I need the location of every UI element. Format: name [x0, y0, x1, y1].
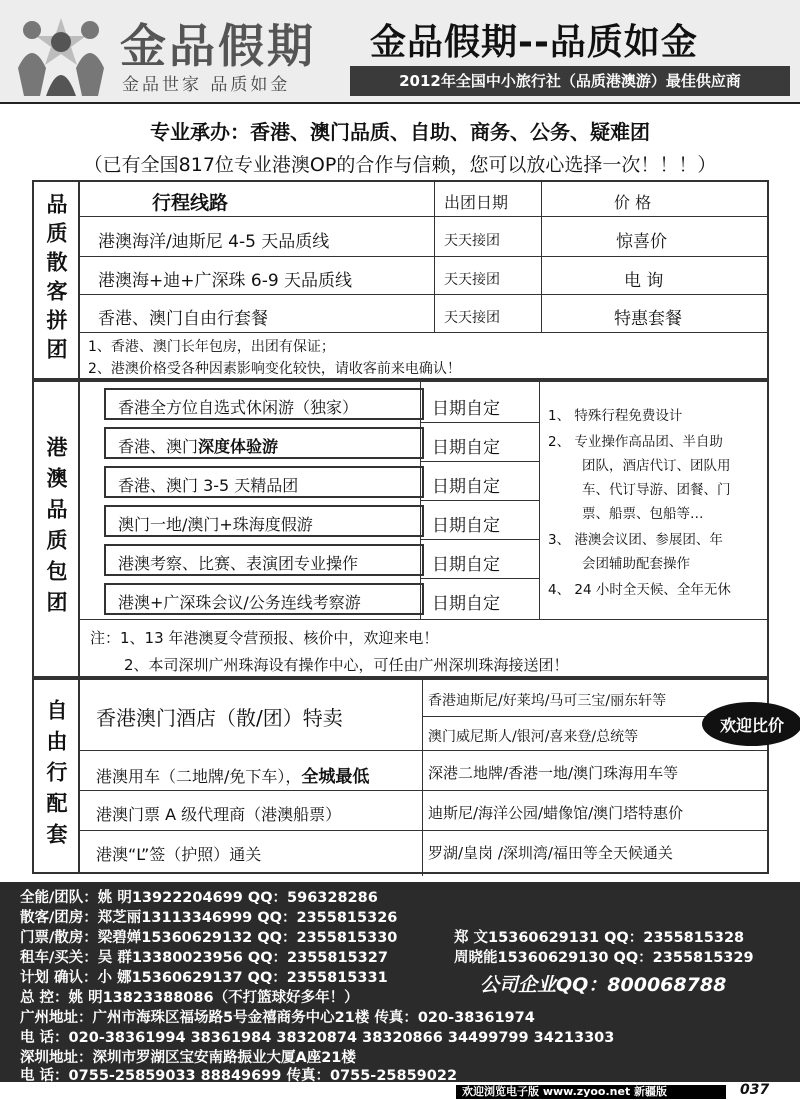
section-free-travel [32, 678, 784, 874]
contact-line: 门票/散房：梁碧婵15360629132 QQ：2355815330 [20, 930, 398, 946]
contact-footer [0, 882, 800, 1082]
side-label-text: 品质散客拼团 [44, 193, 68, 367]
service-left: 港澳“L”签（护照）通关 [96, 845, 262, 864]
hotel-line: 澳门威尼斯人/银河/喜来登/总统等 [428, 729, 639, 745]
route-price: 特惠套餐 [614, 309, 682, 329]
feature-line: 3、 港澳会议团、参展团、年 [548, 532, 723, 548]
header-date: 出团日期 [444, 193, 509, 212]
section-scattered-group [32, 180, 769, 380]
page-number: 037 [740, 1082, 770, 1098]
header [0, 0, 800, 104]
contact-line: 租车/买关：吴 群13380023956 QQ：2355815327 [20, 950, 388, 966]
website-banner: 欢迎浏览电子版 www.zyoo.net 新疆版 [456, 1085, 726, 1099]
contact-line: 散客/团房：郑芝丽13113346999 QQ：2355815326 [20, 910, 398, 926]
route-name: 香港、澳门深度体验游 [118, 437, 279, 456]
address-line: 电 话：0755-25859033 88849699 传真：0755-25859022 [20, 1068, 458, 1084]
feature-line: 1、 特殊行程免费设计 [548, 408, 683, 424]
brand-slogan: 金品世家 品质如金 [122, 75, 291, 95]
feature-line: 4、 24 小时全天候、全年无休 [548, 582, 731, 598]
note-line: 2、本司深圳广州珠海设有操作中心，可任由广州深圳珠海接送团！ [124, 656, 569, 674]
contact-line: 全能/团队：姚 明13922204699 QQ：596328286 [20, 890, 378, 906]
route-name: 香港、澳门 3-5 天精品团 [118, 476, 299, 495]
page-subtitle: 2012年全国中小旅行社（品质港澳游）最佳供应商 [350, 66, 790, 96]
route-name: 港澳海+迪+广深珠 6-9 天品质线 [98, 271, 353, 291]
header-route: 行程线路 [152, 192, 229, 214]
trust-statement: （已有全国817位专业港澳OP的合作与信赖，您可以放心选择一次！！！） [83, 154, 717, 176]
route-name: 香港、澳门自由行套餐 [98, 309, 268, 329]
address-line: 深圳地址：深圳市罗湖区宝安南路振业大厦A座21楼 [20, 1050, 356, 1066]
brand-name: 金品假期 [120, 19, 316, 73]
section-side-label [34, 382, 80, 676]
route-name: 港澳考察、比赛、表演团专业操作 [118, 554, 359, 573]
compare-price-badge: 欢迎比价 [702, 702, 800, 746]
service-left: 港澳用车（二地牌/免下车），全城最低 [96, 767, 370, 787]
note-line: 1、香港、澳门长年包房，出团有保证； [88, 339, 335, 355]
page-title: 金品假期--品质如金 [370, 22, 698, 63]
address-line: 广州地址：广州市海珠区福场路5号金禧商务中心21楼 传真：020-38361974 [20, 1010, 535, 1026]
route-price: 电 询 [624, 271, 664, 291]
section-side-label [34, 680, 80, 872]
contact-line: 周晓能15360629130 QQ：2355815329 [454, 950, 754, 966]
route-date: 日期自定 [432, 477, 500, 497]
contact-line: 郑 文15360629131 QQ：2355815328 [454, 930, 745, 946]
route-name: 港澳海洋/迪斯尼 4-5 天品质线 [98, 232, 330, 252]
note-line: 2、港澳价格受各种因素影响变化较快，请收客前来电确认！ [88, 361, 461, 377]
address-line: 电 话：020-38361994 38361984 38320874 38320866 34499799 34213303 [20, 1030, 615, 1046]
route-date: 日期自定 [432, 399, 500, 419]
route-date: 日期自定 [432, 516, 500, 536]
service-right: 迪斯尼/海洋公园/蜡像馆/澳门塔特惠价 [428, 804, 684, 822]
service-scope: 专业承办：香港、澳门品质、自助、商务、公务、疑难团 [150, 120, 650, 144]
route-date: 天天接团 [444, 233, 500, 249]
route-price: 惊喜价 [616, 232, 667, 252]
side-label-text: 自由行配套 [44, 698, 68, 854]
feature-line: 票、船票、包船等… [582, 506, 704, 522]
service-left: 港澳门票 A 级代理商（港澳船票） [96, 805, 342, 824]
route-date: 天天接团 [444, 310, 500, 326]
feature-line: 团队，酒店代订、团队用 [582, 458, 731, 474]
note-line: 注：1、13 年港澳夏令营预报、核价中，欢迎来电！ [90, 629, 439, 647]
header-price: 价 格 [614, 193, 652, 212]
route-name: 澳门一地/澳门+珠海度假游 [118, 515, 313, 534]
side-label-text: 港澳品质包团 [44, 436, 68, 622]
route-date: 日期自定 [432, 438, 500, 458]
section-private-tour [32, 380, 769, 678]
feature-line: 车、代订导游、团餐、门 [582, 482, 731, 498]
service-right: 罗湖/皇岗 /深圳湾/福田等全天候通关 [428, 844, 673, 862]
route-name: 香港全方位自选式休闲游（独家） [118, 398, 359, 417]
feature-line: 会团辅助配套操作 [582, 556, 690, 572]
contact-line: 总 控：姚 明13823388086（不打篮球好多年！） [20, 990, 359, 1006]
contact-line: 计划 确认：小 娜15360629137 QQ：2355815331 [20, 970, 388, 986]
hotel-title: 香港澳门酒店（散/团）特卖 [96, 706, 343, 730]
route-date: 天天接团 [444, 272, 500, 288]
route-name: 港澳+广深珠会议/公务连线考察游 [118, 593, 361, 612]
hotel-line: 香港迪斯尼/好莱坞/马可三宝/丽东轩等 [428, 693, 667, 709]
feature-line: 2、 专业操作高品团、半自助 [548, 434, 723, 450]
route-date: 日期自定 [432, 594, 500, 614]
route-date: 日期自定 [432, 555, 500, 575]
service-right: 深港二地牌/香港一地/澳门珠海用车等 [428, 764, 679, 782]
logo-icon [10, 8, 112, 98]
section-side-label [34, 182, 80, 378]
company-qq: 公司企业QQ：800068788 [480, 974, 727, 996]
